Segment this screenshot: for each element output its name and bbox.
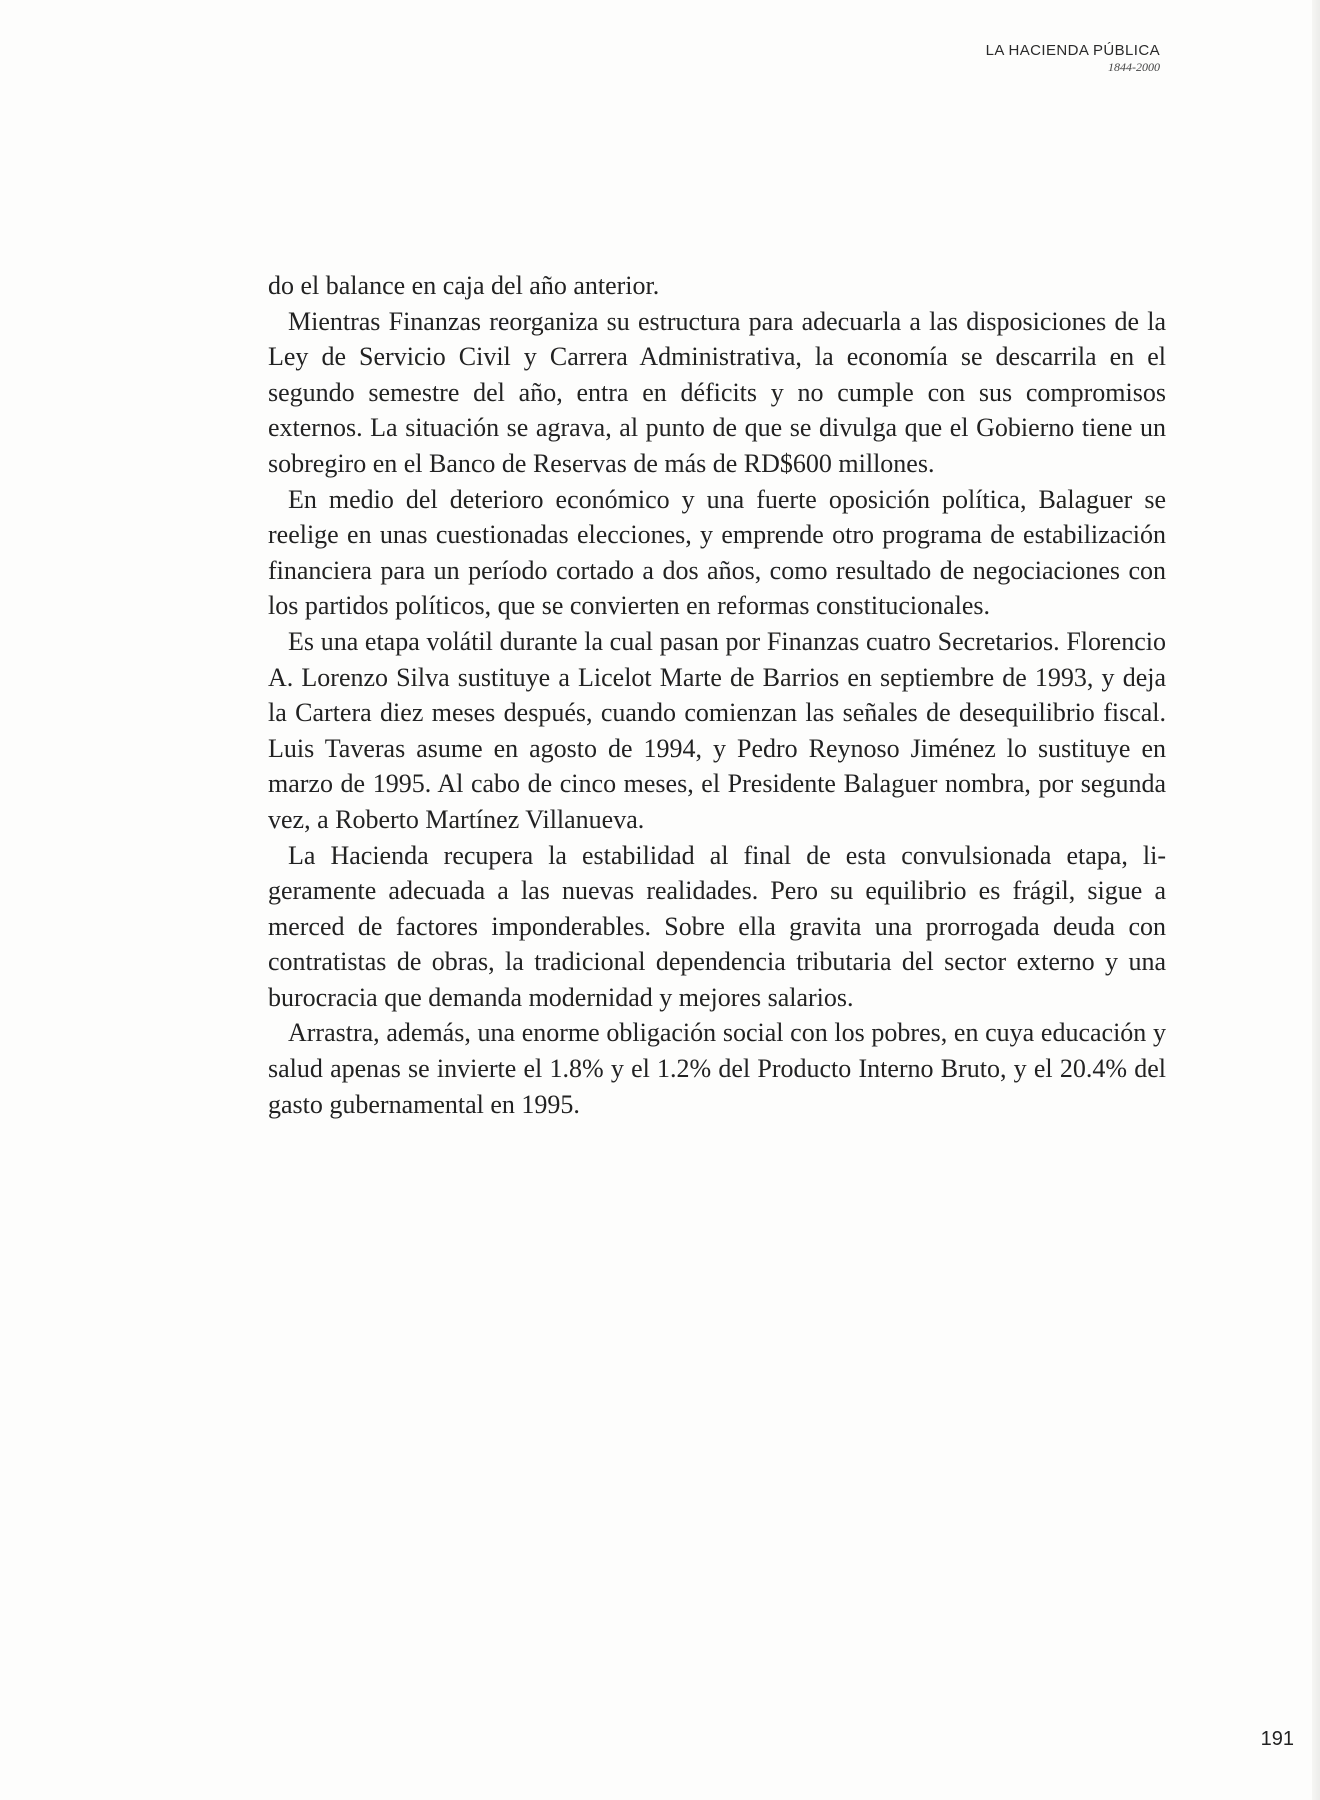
running-header-years: 1844-2000 (1108, 60, 1160, 74)
body-text (268, 268, 1166, 1122)
running-header-title: LA HACIENDA PÚBLICA (985, 42, 1160, 59)
paragraph: La Hacienda recupera la estabilidad al final de esta convulsionada etapa, ligeramente adecuada a las nuevas realidades. Pero su equilibrio es frágil, sigue a merced de factores imponderables. Sobre ella gravita una prorrogada deuda con contratistas de obras, la tradicional dependencia tributaria del sector externo y una burocracia que demanda modernidad y mejores salarios. (268, 840, 1166, 1012)
page-number: 191 (1260, 1728, 1294, 1750)
paragraph: Mientras Finanzas reorganiza su estructura para adecuarla a las disposiciones de la Ley de Servicio Civil y Carrera Administrativa, la economía se descarrila en el segundo semestre del año, entra en déficits y no cumple con sus compromisos externos. La situación se agrava, al punto de que se divulga que el Gobierno tiene un sobregiro en el Banco de Reservas de más de RD$600 millones. (268, 306, 1166, 478)
paragraph: Arrastra, además, una enorme obligación social con los pobres, en cuya educación y salud apenas se invierte el 1.8% y el 1.2% del Producto Interno Bruto, y el 20.4% del gasto gubernamental en 1995. (268, 1018, 1166, 1119)
paragraph-continuation: do el balance en caja del año anterior. (268, 271, 660, 300)
paragraph: Es una etapa volátil durante la cual pasan por Finanzas cuatro Secretarios. Florencio A. Lorenzo Silva sustituye a Licelot Marte de Barrios en septiembre de 1993, y deja la Cartera diez meses después, cuando comienzan las señales de desequilibrio fiscal. Luis Taveras asume en agosto de 1994, y Pedro Reynoso Jiménez lo sustituye en marzo de 1995. Al cabo de cinco meses, el Presidente Balaguer nombra, por segunda vez, a Roberto Martínez Villanueva. (268, 626, 1166, 834)
page-edge-shadow (1312, 0, 1320, 1800)
running-header (986, 42, 1160, 74)
paragraph: En medio del deterioro económico y una fuerte oposición política, Balaguer se reelige en unas cuestionadas elecciones, y emprende otro programa de estabilización financiera para un período cortado a dos años, como resultado de negociaciones con los partidos políticos, que se convierten en reformas constitucionales. (268, 484, 1166, 621)
